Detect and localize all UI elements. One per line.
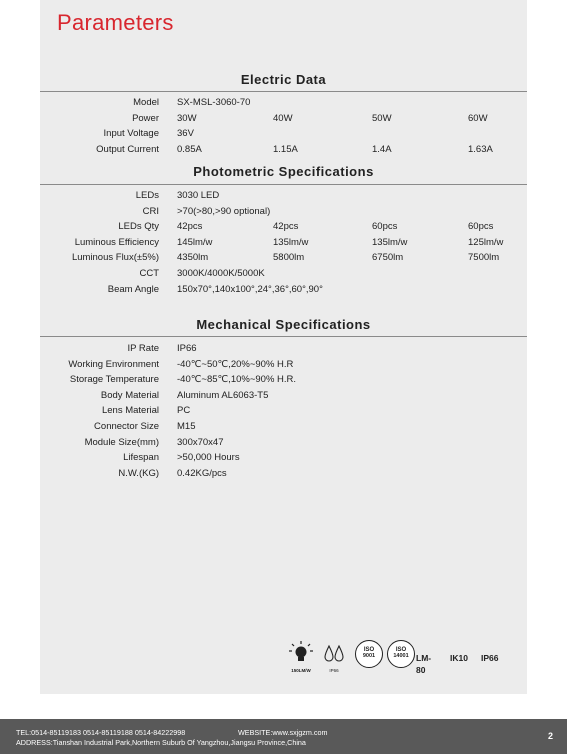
mechanical-row	[40, 419, 527, 434]
photometric-row-label: Luminous Flux(±5%)	[71, 252, 159, 264]
mechanical-row-value: Aluminum AL6063-T5	[177, 389, 269, 401]
electric-row	[40, 95, 527, 110]
mechanical-row	[40, 450, 527, 465]
mechanical-row	[40, 341, 527, 356]
electric-row-value: 1.4A	[372, 143, 392, 155]
mechanical-row-value: IP66	[177, 343, 197, 354]
electric-row-value: 1.15A	[273, 143, 298, 155]
ip66-badge: IP66	[481, 653, 499, 663]
lamp-efficiency-icon	[287, 640, 315, 672]
photometric-divider	[40, 184, 527, 185]
photometric-row-value: 4350lm	[177, 252, 209, 264]
electric-row-value: SX-MSL-3060-70	[177, 97, 251, 108]
photometric-row-value: 135lm/w	[273, 236, 309, 248]
mechanical-row-value: -40℃~85℃,10%~90% H.R.	[177, 374, 297, 386]
photometric-row-value: >70(>80,>90 optional)	[177, 205, 271, 217]
electric-row-value: 40W	[273, 112, 293, 124]
mechanical-row	[40, 466, 527, 481]
electric-row-value: 1.63A	[468, 143, 493, 155]
photometric-row-value: 5800lm	[273, 252, 305, 264]
electric-row-label: Model	[133, 97, 159, 108]
photometric-row-value: 150x70°,140x100°,24°,36°,60°,90°	[177, 283, 323, 295]
mechanical-divider	[40, 336, 527, 337]
photometric-row-label: LEDs	[135, 190, 159, 201]
iso9001-badge: ISO 9001	[355, 640, 383, 668]
photometric-row-value: 3000K/4000K/5000K	[177, 268, 265, 279]
photometric-row	[40, 204, 527, 219]
electric-row	[40, 142, 527, 157]
mechanical-row-value: PC	[177, 405, 191, 417]
mechanical-row	[40, 388, 527, 403]
mechanical-row	[40, 403, 527, 418]
ik10-badge: IK10	[450, 653, 468, 663]
photometric-row-value: 60pcs	[468, 221, 494, 233]
mechanical-row-value: M15	[177, 421, 196, 432]
electric-row-value: 30W	[177, 112, 197, 124]
photometric-row-label: LEDs Qty	[118, 221, 159, 233]
photometric-row-value: 125lm/w	[468, 236, 504, 248]
waterproof-icon	[323, 643, 345, 673]
mechanical-row-value: 0.42KG/pcs	[177, 467, 227, 479]
photometric-row	[40, 266, 527, 281]
photometric-row-label: CRI	[142, 205, 159, 217]
photometric-row	[40, 250, 527, 265]
photometric-row-value: 3030 LED	[177, 190, 220, 201]
photometric-row	[40, 282, 527, 297]
mechanical-row	[40, 372, 527, 387]
electric-row-value: 0.85A	[177, 143, 202, 155]
electric-row	[40, 111, 527, 126]
photometric-row-label: CCT	[139, 268, 159, 279]
mechanical-row	[40, 435, 527, 450]
mechanical-row-value: >50,000 Hours	[177, 452, 240, 464]
photometric-row-value: 6750lm	[372, 252, 404, 264]
mechanical-row-label: Connector Size	[94, 421, 159, 432]
mechanical-row-value: 300x70x47	[177, 436, 224, 448]
footer	[0, 719, 567, 754]
photometric-row	[40, 188, 527, 203]
mechanical-row-label: IP Rate	[127, 343, 159, 354]
electric-row-label: Input Voltage	[103, 128, 159, 139]
page-number: 2	[547, 731, 553, 741]
mechanical-row-label: Storage Temperature	[69, 374, 159, 386]
electric-row-value: 60W	[468, 112, 488, 124]
mechanical-row-label: Working Environment	[68, 358, 159, 370]
footer-address: ADDRESS:Tianshan Industrial Park,Northern Suburb Of Yangzhou,Jiangsu Province,China	[16, 738, 306, 747]
electric-section-title: Electric Data	[240, 72, 327, 87]
photometric-row-value: 7500lm	[468, 252, 500, 264]
lamp-caption: 150LM/W	[291, 668, 311, 673]
mechanical-row-label: Body Material	[100, 389, 159, 401]
photometric-row-value: 145lm/w	[177, 236, 213, 248]
electric-row-label: Power	[132, 112, 159, 124]
footer-website: WEBSITE:www.sxjgzm.com	[238, 728, 328, 737]
mechanical-section-title: Mechanical Specifications	[196, 317, 371, 332]
photometric-row	[40, 235, 527, 250]
photometric-section-title: Photometric Specifications	[193, 164, 374, 179]
iso14001-badge: ISO 14001	[387, 640, 415, 668]
photometric-row	[40, 219, 527, 234]
photometric-row-value: 135lm/w	[372, 236, 408, 248]
footer-tel: TEL:0514-85119183 0514-85119188 0514-84222998	[16, 728, 186, 737]
ip-caption: IP66	[329, 668, 339, 673]
electric-row-value: 50W	[372, 112, 392, 124]
electric-divider	[40, 91, 527, 92]
mechanical-row-label: Lens Material	[101, 405, 159, 417]
lm80-badge: LM-80	[416, 653, 432, 675]
page-title: Parameters	[57, 10, 174, 35]
photometric-row-label: Luminous Efficiency	[74, 236, 159, 248]
photometric-row-value: 60pcs	[372, 221, 398, 233]
mechanical-row-label: N.W.(KG)	[118, 467, 159, 479]
electric-row-label: Output Current	[96, 143, 159, 155]
mechanical-row	[40, 357, 527, 372]
mechanical-row-label: Module Size(mm)	[84, 436, 159, 448]
electric-row-value: 36V	[177, 128, 194, 139]
photometric-row-value: 42pcs	[177, 221, 203, 233]
electric-row	[40, 126, 527, 141]
photometric-row-value: 42pcs	[273, 221, 299, 233]
mechanical-row-value: -40℃~50℃,20%~90% H.R	[177, 358, 294, 370]
mechanical-row-label: Lifespan	[123, 452, 159, 464]
photometric-row-label: Beam Angle	[107, 283, 159, 295]
